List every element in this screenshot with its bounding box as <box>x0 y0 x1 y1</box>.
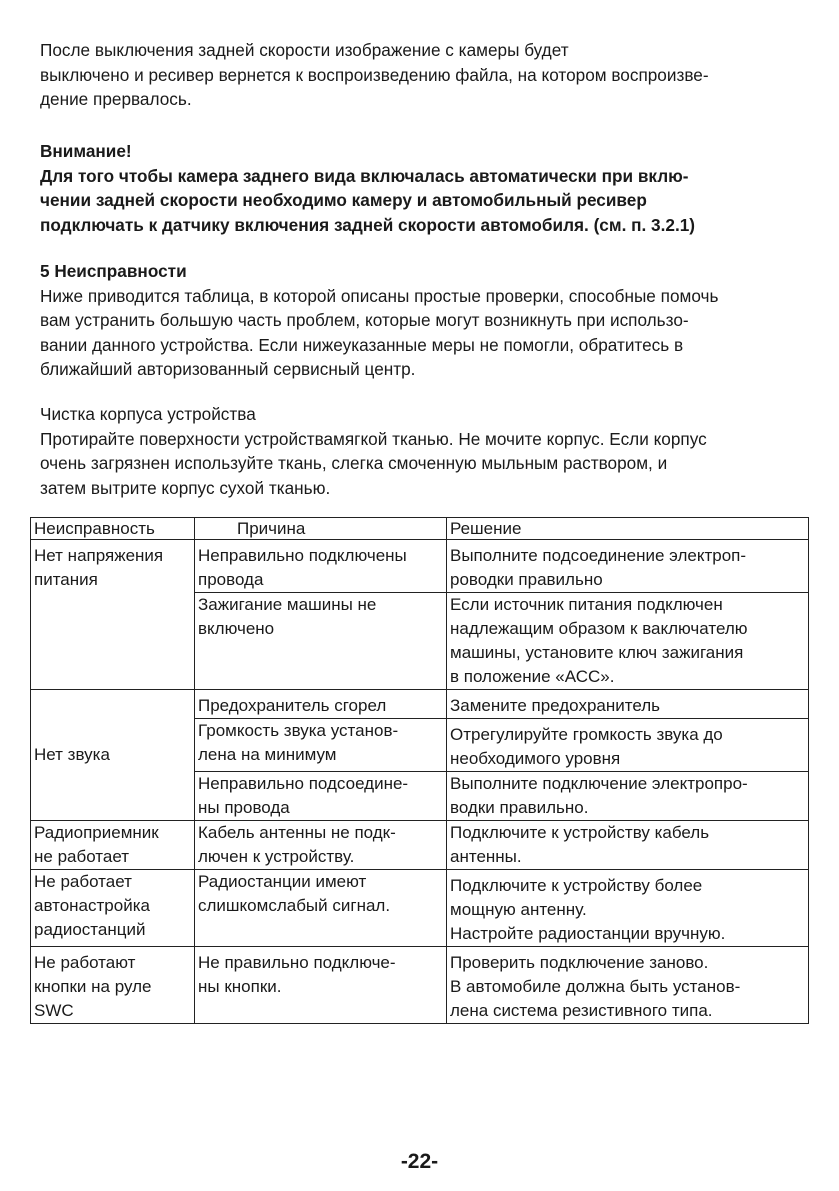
cleaning-title: Чистка корпуса устройства <box>40 404 256 424</box>
fault-text: Радиоприемник <box>34 823 159 842</box>
header-fault: Неисправность <box>31 518 195 540</box>
cause-text: ны кнопки. <box>198 977 282 996</box>
fault-cell <box>31 821 195 870</box>
cause-cell <box>195 772 447 821</box>
cause-cell <box>195 540 447 593</box>
cause-text: включено <box>198 619 275 638</box>
warning-line: Для того чтобы камера заднего вида включалась автоматически при вклю- <box>40 165 689 186</box>
cleaning-block <box>40 402 835 500</box>
fault-text: кнопки на руле <box>34 977 152 996</box>
section-faults <box>40 259 835 382</box>
section-line: вании данного устройства. Если нижеуказанные меры не помогли, обратитесь в <box>40 334 684 355</box>
fault-text: не работает <box>34 847 130 866</box>
intro-line: дение прервалось. <box>40 89 192 109</box>
header-solution: Решение <box>447 518 809 540</box>
solution-text: Выполните подключение электропро- <box>450 774 748 793</box>
fault-cell <box>31 540 195 690</box>
solution-text: надлежащим образом к ваключателю <box>450 619 748 638</box>
solution-cell <box>447 947 809 1024</box>
section-line: вам устранить большую часть проблем, которые могут возникнуть при использо- <box>40 310 689 330</box>
fault-text: Не работает <box>34 872 132 891</box>
warning-block <box>40 139 835 237</box>
intro-paragraph <box>40 38 835 112</box>
cleaning-line: очень загрязнен используйте ткань, слегка смоченную мыльным раствором, и <box>40 453 668 473</box>
intro-line: После выключения задней скорости изображение с камеры будет <box>40 40 569 60</box>
table-header-row <box>31 518 809 540</box>
cleaning-line: Протирайте поверхности устройствамягкой тканью. Не мочите корпус. Если корпус <box>40 428 707 449</box>
cause-text: лючен к устройству. <box>198 847 355 866</box>
solution-cell <box>447 821 809 870</box>
cause-cell <box>195 870 447 947</box>
cause-text: слишкомслабый сигнал. <box>198 896 391 915</box>
fault-text: Нет напряжения <box>34 546 164 565</box>
cause-text: лена на минимум <box>198 745 337 764</box>
solution-text: Замените предохранитель <box>450 696 661 715</box>
solution-text: Отрегулируйте громкость звука до <box>450 725 723 744</box>
fault-text: Не работают <box>34 953 136 972</box>
intro-line: выключено и ресивер вернется к воспроизведению файла, на котором воспроизве- <box>40 64 709 85</box>
section-line: ближайший авторизованный сервисный центр. <box>40 359 416 379</box>
solution-text: Проверить подключение заново. <box>450 953 709 972</box>
solution-cell <box>447 772 809 821</box>
warning-line: чении задней скорости необходимо камеру и автомобильный ресивер <box>40 190 647 210</box>
table-row <box>31 821 809 870</box>
fault-text: SWC <box>34 1001 74 1020</box>
fault-text: радиостанций <box>34 920 146 939</box>
cause-cell <box>195 719 447 772</box>
solution-cell <box>447 719 809 772</box>
solution-cell <box>447 593 809 690</box>
fault-cell <box>31 947 195 1024</box>
section-title: 5 Неисправности <box>40 261 187 281</box>
fault-text: питания <box>34 570 98 589</box>
fault-cell <box>31 870 195 947</box>
cause-text: ны провода <box>198 798 290 817</box>
troubleshooting-table <box>30 517 809 1024</box>
cause-text: Радиостанции имеют <box>198 872 367 891</box>
solution-text: машины, установите ключ зажигания <box>450 643 744 662</box>
solution-cell <box>447 870 809 947</box>
table-row <box>31 870 809 947</box>
section-line: Ниже приводится таблица, в которой описаны простые проверки, способные помочь <box>40 285 719 306</box>
cause-text: Предохранитель сгорел <box>198 696 387 715</box>
solution-text: необходимого уровня <box>450 749 621 768</box>
cleaning-line: затем вытрите корпус сухой тканью. <box>40 477 331 498</box>
table-row <box>31 690 809 719</box>
cause-text: Не правильно подключе- <box>198 953 396 972</box>
cause-text: Неправильно подсоедине- <box>198 774 409 793</box>
cause-text: провода <box>198 570 264 589</box>
solution-cell <box>447 540 809 593</box>
table-row <box>31 947 809 1024</box>
solution-text: антенны. <box>450 847 522 866</box>
cause-text: Зажигание машины не <box>198 595 377 614</box>
solution-text: в положение «АСС». <box>450 667 615 686</box>
solution-text: Настройте радиостанции вручную. <box>450 924 726 943</box>
cause-text: Кабель антенны не подк- <box>198 823 396 842</box>
solution-text: Подключите к устройству более <box>450 876 703 895</box>
solution-text: мощную антенну. <box>450 900 587 919</box>
solution-text: Выполните подсоединение электроп- <box>450 546 747 565</box>
cause-cell <box>195 947 447 1024</box>
solution-text: роводки правильно <box>450 570 603 589</box>
fault-text: автонастройка <box>34 896 150 915</box>
solution-cell <box>447 690 809 719</box>
solution-text: Если источник питания подключен <box>450 595 723 614</box>
table-row <box>31 540 809 593</box>
cause-cell <box>195 690 447 719</box>
cause-text: Неправильно подключены <box>198 546 407 565</box>
solution-text: водки правильно. <box>450 798 589 817</box>
fault-text: Нет звука <box>34 745 110 764</box>
warning-heading: Внимание! <box>40 141 132 161</box>
cause-cell <box>195 593 447 690</box>
header-cause: Причина <box>195 518 447 540</box>
cause-cell <box>195 821 447 870</box>
warning-line: подключать к датчику включения задней скорости автомобиля. (см. п. 3.2.1) <box>40 214 696 235</box>
solution-text: лена система резистивного типа. <box>450 1001 713 1020</box>
page-number: -22- <box>400 1150 439 1173</box>
solution-text: В автомобиле должна быть установ- <box>450 977 741 996</box>
fault-cell <box>31 690 195 821</box>
solution-text: Подключите к устройству кабель <box>450 823 710 842</box>
cause-text: Громкость звука установ- <box>198 721 399 740</box>
